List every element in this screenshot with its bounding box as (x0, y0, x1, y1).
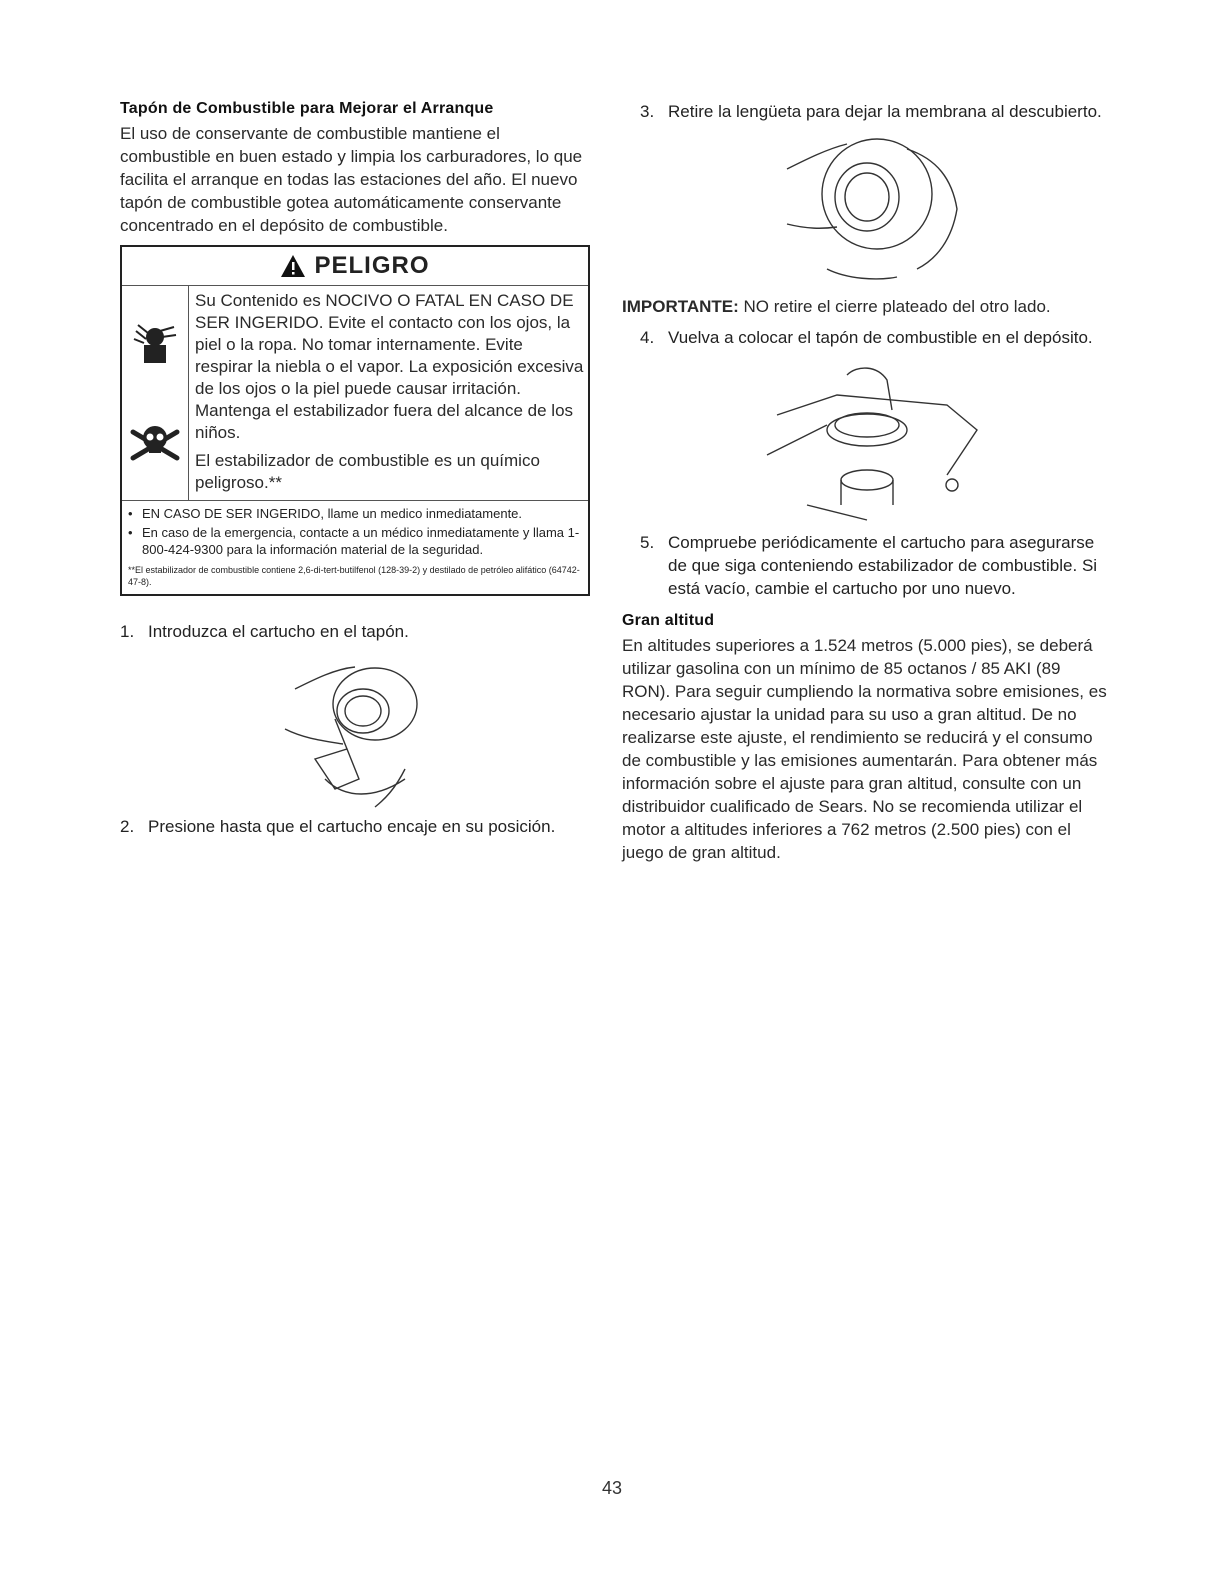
danger-body (122, 286, 588, 501)
right-column (622, 100, 1112, 864)
step-3-text: Retire la lengüeta para dejar la membrana al descubierto. (668, 102, 1102, 121)
step-2 (120, 815, 590, 838)
left-column (120, 100, 590, 838)
inhalation-hazard-icon (130, 319, 180, 369)
step-4 (622, 326, 1112, 349)
danger-footnote: **El estabilizador de combustible contiene 2,6-di-tert-butilfenol (128-39-2) y destilado de petróleo alifático (64742-47-8). (128, 565, 580, 587)
step-5-number: 5. (640, 533, 655, 552)
danger-title: PELIGRO (314, 252, 430, 279)
danger-bullets (122, 501, 588, 562)
section-heading: Tapón de Combustible para Mejorar el Arranque (120, 100, 494, 117)
altitude-paragraph: En altitudes superiores a 1.524 metros (5.000 pies), se deberá utilizar gasolina con un mínimo de 85 octanos / 85 AKI (89 RON). Para seguir cumpliendo la normativa sobre emisiones, es necesario ajustar la unidad para su uso a gran altitud. De no realizarse este ajuste, el rendimiento se reducirá y el consumo de combustible y las emisiones aumentarán. Para obtener más información sobre el ajuste para gran altitud, consulte con un distribuidor cualificado de Sears. No se recomienda utilizar el motor a altitudes inferiores a 762 metros (2.500 pies) con el juego de gran altitud. (622, 636, 1107, 862)
step-5 (622, 531, 1112, 600)
altitude-heading: Gran altitud (622, 612, 715, 629)
step-3-number: 3. (640, 102, 655, 121)
important-text: NO retire el cierre plateado del otro lado. (743, 297, 1051, 316)
danger-bullet-2: • En caso de la emergencia, contacte a un médico inmediatamente y llama 1-800-424-9300 para la información material de la seguridad. (128, 524, 584, 558)
step-1 (120, 620, 590, 643)
danger-bullet-1: • EN CASO DE SER INGERIDO, llame un medico inmediatamente. (128, 505, 584, 522)
cartridge-insert-illustration (255, 649, 455, 809)
important-label: IMPORTANTE: (622, 297, 739, 316)
important-note (622, 295, 1112, 318)
step-2-text: Presione hasta que el cartucho encaje en su posición. (148, 817, 556, 836)
remove-tab-illustration (767, 129, 967, 289)
danger-header (122, 247, 588, 286)
step-4-number: 4. (640, 328, 655, 347)
danger-paragraph-1: Su Contenido es NOCIVO O FATAL EN CASO DE SER INGERIDO. Evite el contacto con los ojos, la piel o la ropa. No tomar internamente. Evite respirar la niebla o el vapor. La exposición excesiva de los ojos o la piel puede causar irritación. Mantenga el estabilizador fuera del alcance de los niños. (195, 291, 584, 442)
danger-paragraph-2: El estabilizador de combustible es un químico peligroso.** (195, 451, 540, 492)
danger-text (188, 286, 588, 500)
step-3 (622, 100, 1112, 123)
poison-skull-icon (127, 418, 183, 468)
replace-cap-illustration (747, 355, 987, 525)
hazard-icons (122, 286, 188, 500)
step-4-text: Vuelva a colocar el tapón de combustible en el depósito. (668, 328, 1093, 347)
danger-box (120, 245, 590, 596)
intro-paragraph: El uso de conservante de combustible mantiene el combustible en buen estado y limpia los carburadores, lo que facilita el arranque en todas las estaciones del año. El nuevo tapón de combustible gotea automáticamente conservante concentrado en el depósito de combustible. (120, 124, 583, 235)
step-2-number: 2. (120, 817, 135, 836)
warning-triangle-icon (280, 254, 306, 278)
page-number: 43 (601, 1478, 623, 1498)
step-1-text: Introduzca el cartucho en el tapón. (148, 622, 409, 641)
step-1-number: 1. (120, 622, 135, 641)
step-5-text: Compruebe periódicamente el cartucho para asegurarse de que siga conteniendo estabilizador de combustible. Si está vacío, cambie el cartucho por uno nuevo. (668, 533, 1098, 598)
